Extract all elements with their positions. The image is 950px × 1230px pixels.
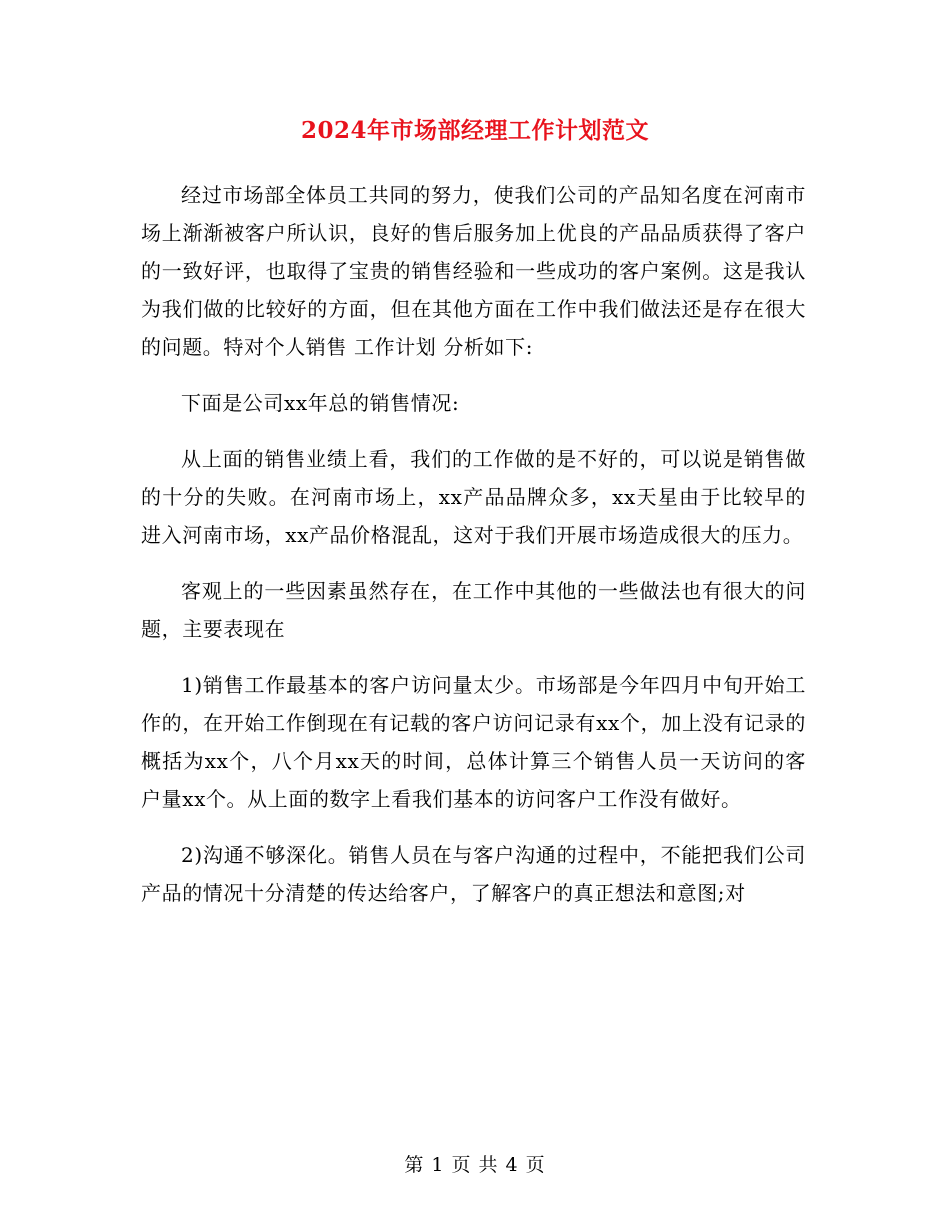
paragraph-problem-2: 2)沟通不够深化。销售人员在与客户沟通的过程中，不能把我们公司产品的情况十分清楚的传达给客户，了解客户的真正想法和意图;对: [141, 843, 806, 905]
paragraph-problem-1: 1)销售工作最基本的客户访问量太少。市场部是今年四月中旬开始工作的，在开始工作倒现在有记载的客户访问记录有xx个，加上没有记录的概括为xx个，八个月xx天的时间，总体计算三个销售人员一天访问的客户量xx个。从上面的数字上看我们基本的访问客户工作没有做好。: [141, 673, 806, 811]
paragraph-sales-summary: 下面是公司xx年总的销售情况:: [181, 391, 460, 415]
document-body: [141, 176, 806, 930]
paragraph-problems-intro: 客观上的一些因素虽然存在，在工作中其他的一些做法也有很大的问题，主要表现在: [141, 579, 806, 641]
paragraph-intro: 经过市场部全体员工共同的努力，使我们公司的产品知名度在河南市场上渐渐被客户所认识，良好的售后服务加上优良的产品品质获得了客户的一致好评，也取得了宝贵的销售经验和一些成功的客户案例。这是我认为我们做的比较好的方面，但在其他方面在工作中我们做法还是存在很大的问题。特对个人销售 工作计划 分析如下:: [141, 183, 806, 359]
page-number-label: 第 1 页 共 4 页: [404, 1154, 546, 1176]
paragraph-sales-analysis: 从上面的销售业绩上看，我们的工作做的是不好的，可以说是销售做的十分的失败。在河南市场上，xx产品品牌众多，xx天星由于比较早的进入河南市场，xx产品价格混乱，这对于我们开展市场造成很大的压力。: [141, 447, 806, 547]
page-footer: [0, 1150, 950, 1177]
document-title: 2024年市场部经理工作计划范文: [300, 117, 649, 144]
